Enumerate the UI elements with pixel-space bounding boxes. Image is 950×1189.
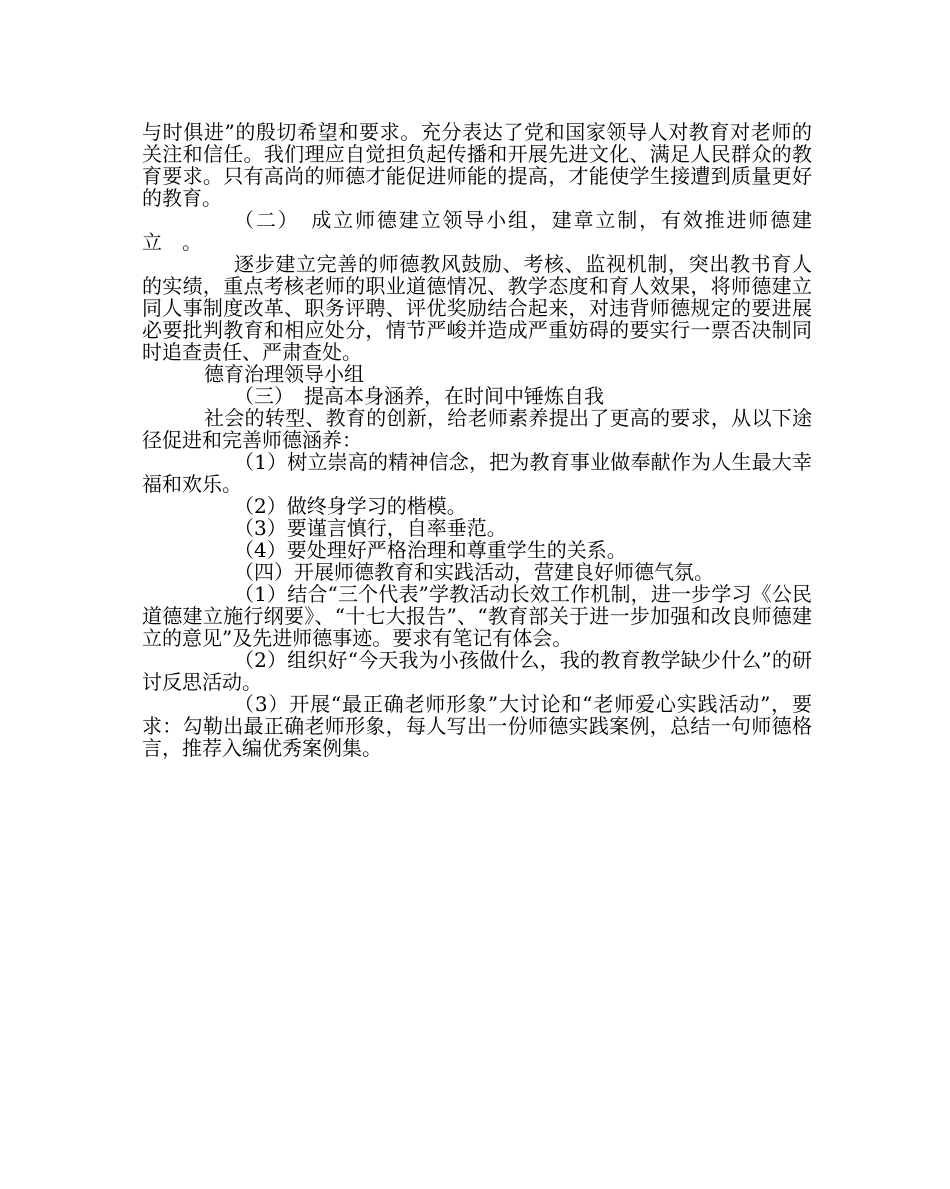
activity-item-3: （3）开展“最正确老师形象”大讨论和“老师爱心实践活动”，要求：勾勒出最正确老师形象，每人写出一份师德实践案例，总结一句师德格言，推荐入编优秀案例集。 <box>142 692 812 760</box>
document-body <box>142 121 812 759</box>
paragraph-requirements: 社会的转型、教育的创新，给老师素养提出了更高的要求，从以下途径促进和完善师德涵养： <box>142 406 812 452</box>
list-item-2: （2）做终身学习的楷模。 <box>234 494 467 518</box>
section-heading-3: （三） 提高本身涵养，在时间中锤炼自我 <box>234 384 604 408</box>
activity-item-2: （2）组织好“今天我为小孩做什么，我的教育教学缺少什么”的研讨反思活动。 <box>142 648 812 694</box>
paragraph-intro: 与时俱进”的殷切希望和要求。充分表达了党和国家领导人对教育对老师的关注和信任。我们理应自觉担负起传播和开展先进文化、满足人民群众的教育要求。只有高尚的师德才能促进师能的提高，才能使学生接遭到质量更好的教育。 <box>142 120 812 210</box>
section-heading-2: （二） 成立师德建立领导小组，建章立制，有效推进师德建立 。 <box>142 208 812 254</box>
paragraph-mechanism: 逐步建立完善的师德教风鼓励、考核、监视机制，突出教书育人的实绩，重点考核老师的职业道德情况、教学态度和育人效果，将师德建立同人事制度改革、职务评聘、评优奖励结合起来，对违背师德规定的要进展必要批判教育和相应处分，情节严峻并造成严重妨碍的要实行一票否决制同时追查责任、严肃查处。 <box>142 252 812 364</box>
activity-item-1: （1）结合“三个代表”学教活动长效工作机制，进一步学习《公民道德建立施行纲要》、“十七大报告”、“教育部关于进一步加强和改良师德建立的意见”及先进师德事迹。要求有笔记有体会。 <box>142 582 812 650</box>
list-item-4: （4）要处理好严格治理和尊重学生的关系。 <box>234 538 627 562</box>
group-name: 德育治理领导小组 <box>204 362 364 386</box>
list-item-1: （1）树立崇高的精神信念，把为教育事业做奉献作为人生最大幸福和欢乐。 <box>142 450 812 496</box>
list-item-3: （3）要谨言慎行，自率垂范。 <box>234 516 507 540</box>
section-heading-4: （四）开展师德教育和实践活动，营建良好师德气氛。 <box>234 560 714 584</box>
